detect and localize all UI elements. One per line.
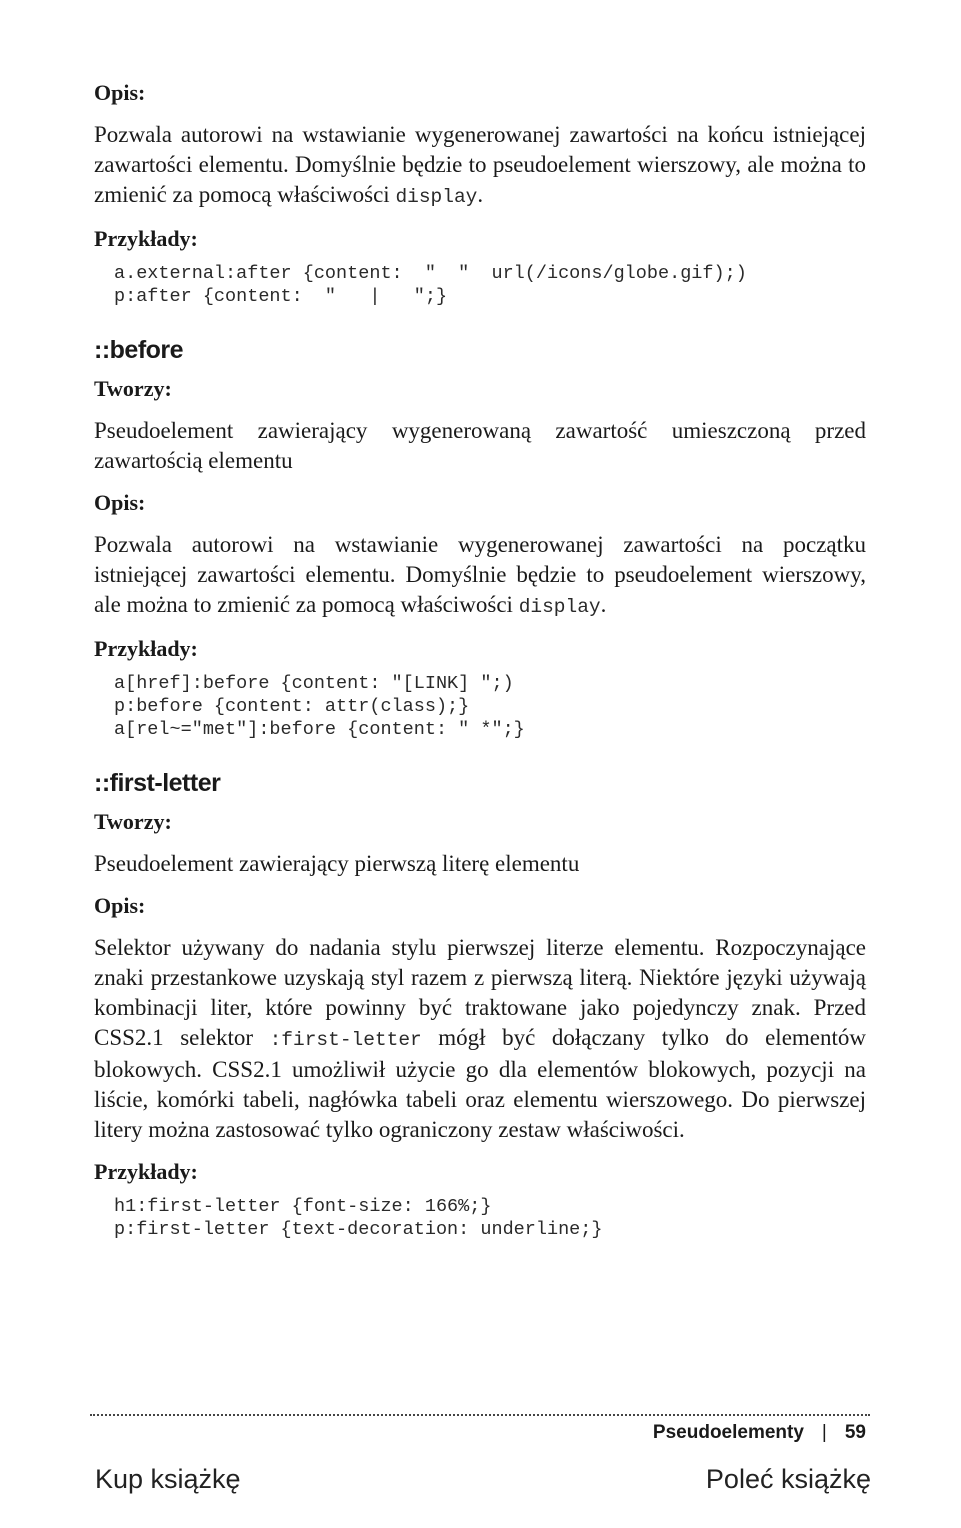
before-creates-text: Pseudoelement zawierający wygenerowaną zawartość umieszczoną przed zawartością elementu [94, 418, 866, 473]
after-desc-label: Opis: [94, 80, 146, 105]
before-example-3: a[rel~="met"]:before {content: " *";} [114, 719, 525, 740]
first-letter-creates-label: Tworzy: [94, 809, 172, 834]
first-letter-heading: ::first-letter [94, 769, 221, 797]
footer-chapter: Pseudoelementy [652, 1422, 804, 1443]
first-letter-creates-text: Pseudoelement zawierający pierwszą literę elementu [94, 851, 580, 876]
before-desc-code: display [518, 596, 601, 618]
before-example-1: a[href]:before {content: "[LINK] ";) [114, 673, 514, 694]
before-heading: ::before [94, 336, 184, 364]
after-desc-code: display [395, 186, 478, 208]
footer-divider [90, 1414, 870, 1416]
footer-separator: | [821, 1422, 827, 1443]
before-desc-label: Opis: [94, 490, 146, 515]
after-example-2: p:after {content: " | ";} [114, 286, 448, 307]
running-footer [653, 1422, 866, 1444]
first-letter-examples-label: Przykłady: [94, 1159, 198, 1184]
before-desc-text: Pozwala autorowi na wstawianie wygenerowanej zawartości na początku istniejącej zawartości elementu. Domyślnie będzie to pseudoelement wierszowy, ale można to zmienić za pomocą właściwości display. [94, 532, 866, 618]
before-example-2: p:before {content: attr(class);} [114, 696, 470, 717]
before-creates-label: Tworzy: [94, 376, 172, 401]
page-content [94, 78, 866, 1241]
buy-book-link[interactable]: Kup książkę [95, 1464, 241, 1494]
first-letter-example-2: p:first-letter {text-decoration: underline;} [114, 1219, 603, 1240]
before-examples-label: Przykłady: [94, 636, 198, 661]
after-examples-label: Przykłady: [94, 226, 198, 251]
first-letter-example-1: h1:first-letter {font-size: 166%;} [114, 1196, 492, 1217]
page-number: 59 [844, 1422, 866, 1443]
recommend-book-link[interactable]: Poleć książkę [705, 1464, 871, 1494]
after-desc-text: Pozwala autorowi na wstawianie wygenerowanej zawartości na końcu istniejącej zawartości elementu. Domyślnie będzie to pseudoelement wierszowy, ale można to zmienić za pomocą właściwości display. [94, 122, 866, 208]
first-letter-desc-label: Opis: [94, 893, 146, 918]
first-letter-desc-text: Selektor używany do nadania stylu pierwszej literze elementu. Rozpoczynające znaki przestankowe uzyskają styl razem z pierwszą literą. Niektóre języki używają kombinacji liter, które powinny być traktowane jako pojedynczy znak. Przed CSS2.1 selektor :first-letter mógł być dołączany tylko do elementów blokowych. CSS2.1 umożliwił użycie go dla elementów blokowych, pozycji na liście, komórki tabeli, nagłówka tabeli oraz elementu wierszowego. Do pierwszej litery można zastosować tylko ograniczony zestaw właściwości. [94, 935, 866, 1142]
after-example-1: a.external:after {content: " " url(/icons/globe.gif);) [114, 263, 747, 284]
first-letter-desc-code: :first-letter [269, 1029, 422, 1051]
